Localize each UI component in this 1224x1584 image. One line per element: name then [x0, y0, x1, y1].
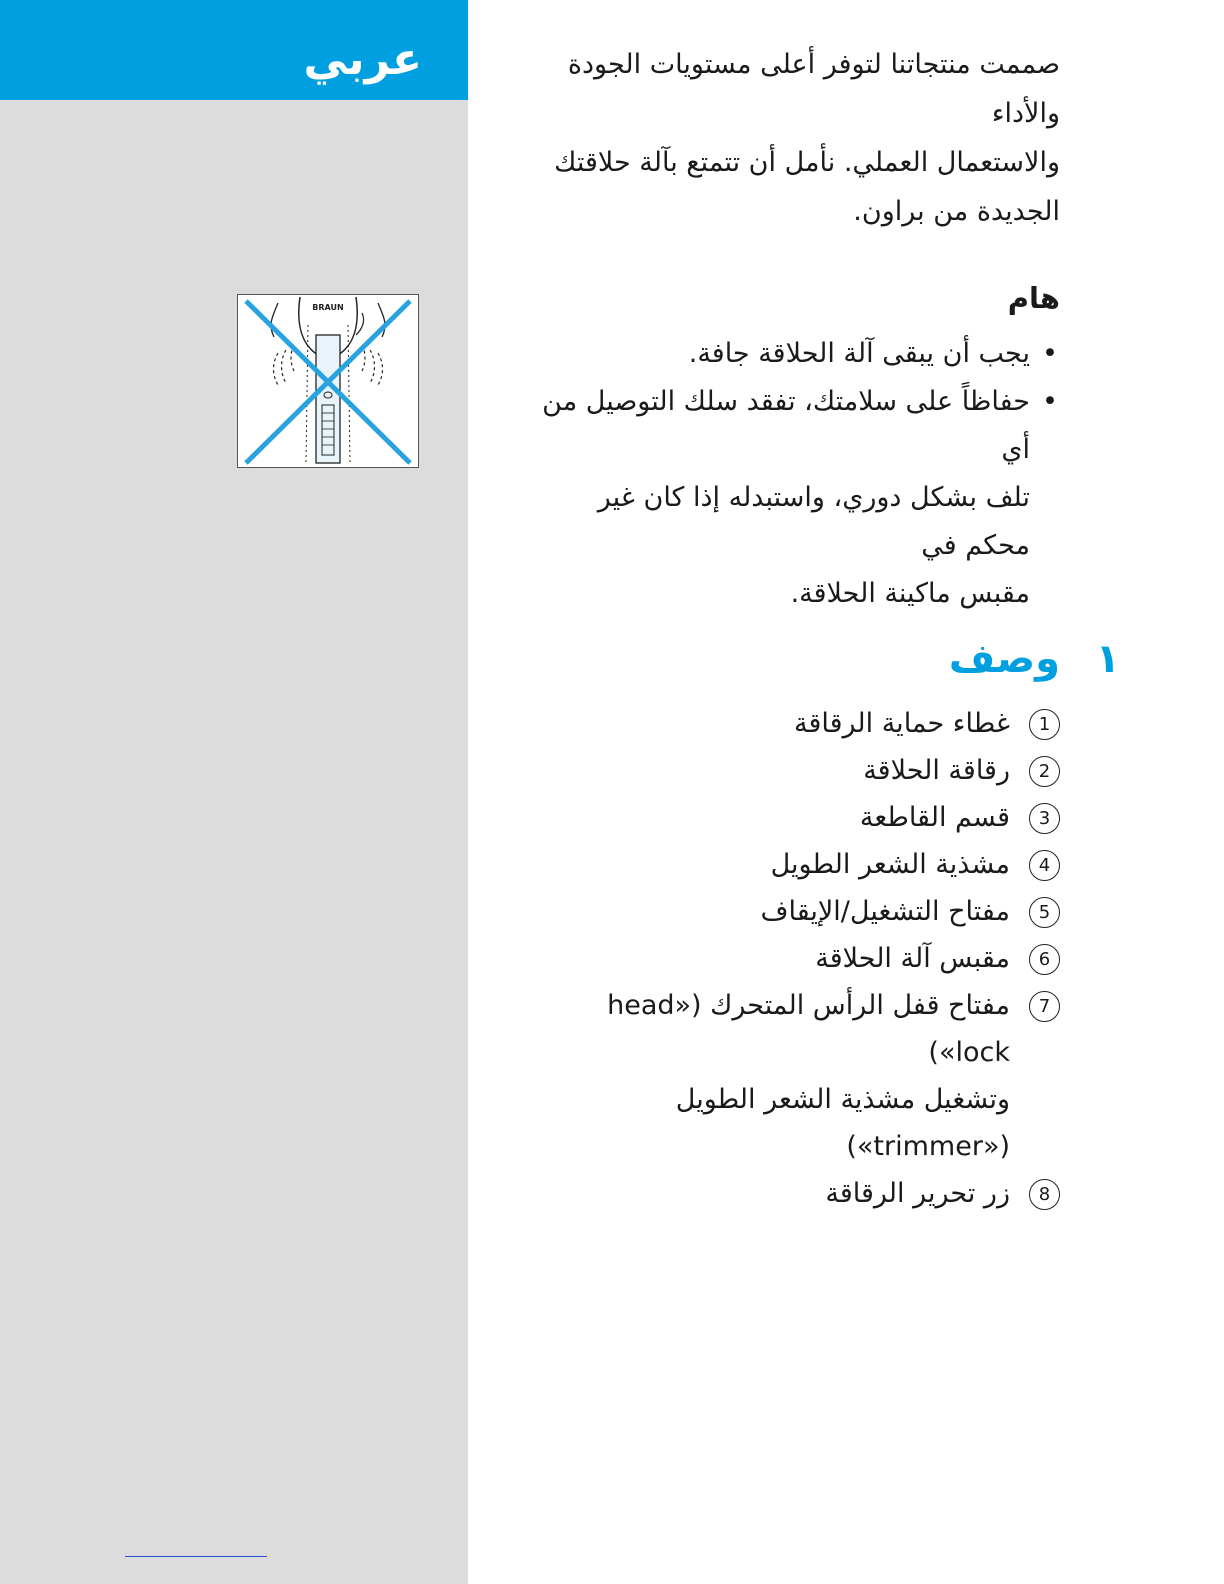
list-item [530, 747, 1060, 794]
bullet-line: يجب أن يبقى آلة الحلاقة جافة. [688, 338, 1030, 369]
part-number-badge: 3 [1029, 803, 1060, 834]
part-label: مقبس آلة الحلاقة [815, 943, 1010, 974]
part-number-badge: 1 [1029, 709, 1060, 740]
bullet-icon: • [1042, 338, 1058, 369]
language-band [0, 0, 468, 100]
parts-list [530, 700, 1060, 1217]
part-label: مفتاح التشغيل/الإيقاف [760, 896, 1010, 927]
part-label: قسم القاطعة [859, 802, 1010, 833]
bullet-item [530, 330, 1060, 378]
language-label: عربي [303, 34, 422, 85]
list-item [530, 841, 1060, 888]
part-label: غطاء حماية الرقاقة [793, 708, 1010, 739]
bullet-line: تلف بشكل دوري، واستبدله إذا كان غير محكم في [597, 482, 1030, 561]
part-label: مشذية الشعر الطويل [770, 849, 1010, 880]
sidebar [0, 0, 468, 1584]
part-label: رقاقة الحلاقة [863, 755, 1010, 786]
part-number-badge: 8 [1029, 1179, 1060, 1210]
list-item [530, 794, 1060, 841]
part-label: زر تحرير الرقاقة [825, 1178, 1010, 1209]
section-title: وصف [948, 636, 1060, 682]
bullet-item [530, 378, 1060, 618]
intro-line: الجديدة من براون. [853, 196, 1060, 227]
section-heading [560, 636, 1120, 696]
bullet-line: حفاظاً على سلامتك، تفقد سلك التوصيل من أي [542, 386, 1030, 465]
important-heading: هام [1007, 281, 1060, 315]
intro-line: والاستعمال العملي. نأمل أن تتمتع بآلة حلاقتك [554, 147, 1060, 178]
part-number-badge: 7 [1029, 991, 1060, 1022]
shaver-warning-illustration [237, 294, 419, 468]
part-label: وتشغيل مشذية الشعر الطويل («trimmer») [675, 1084, 1010, 1162]
list-item [530, 888, 1060, 935]
section-number: ١ [1095, 636, 1120, 682]
bullet-icon: • [1042, 386, 1058, 417]
part-number-badge: 6 [1029, 944, 1060, 975]
important-bullets [530, 330, 1060, 618]
brand-logo: BRAUN [312, 303, 344, 312]
intro-line: صممت منتجاتنا لتوفر أعلى مستويات الجودة والأداء [567, 49, 1060, 129]
crossed-out-shaver-under-water-icon [238, 295, 418, 467]
part-number-badge: 2 [1029, 756, 1060, 787]
list-item [530, 1170, 1060, 1217]
list-item [530, 700, 1060, 747]
part-number-badge: 4 [1029, 850, 1060, 881]
list-item [530, 982, 1060, 1170]
intro-paragraph [530, 40, 1060, 236]
bullet-line: مقبس ماكينة الحلاقة. [790, 578, 1030, 609]
part-number-badge: 5 [1029, 897, 1060, 928]
footer-divider [125, 1556, 267, 1557]
part-label: مفتاح قفل الرأس المتحرك («head lock») [607, 990, 1010, 1068]
list-item [530, 935, 1060, 982]
